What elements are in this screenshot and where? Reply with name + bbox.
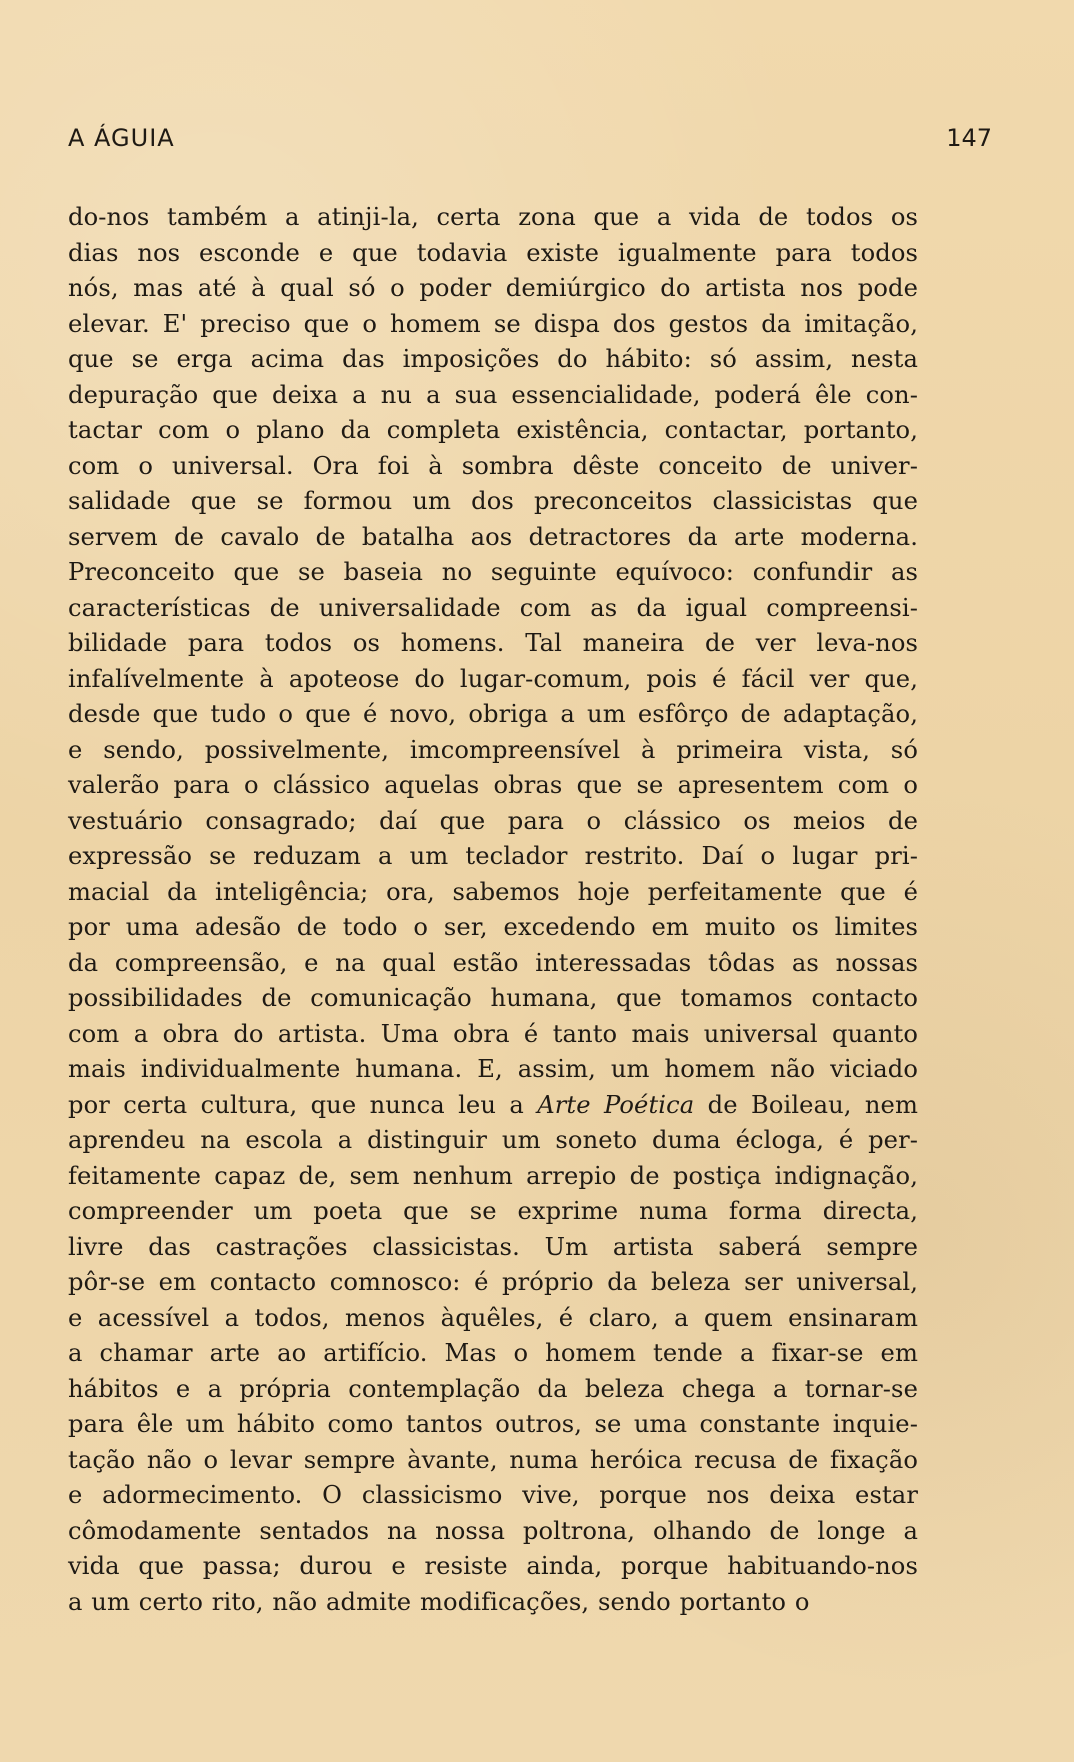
text-line: feitamente capaz de, sem nenhum arrepio de postiça indignação, bbox=[68, 1161, 918, 1190]
journal-title: A ÁGUIA bbox=[68, 124, 175, 152]
text-line: pôr-se em contacto comnosco: é próprio da beleza ser universal, bbox=[68, 1268, 918, 1296]
text-line: da compreensão, e na qual estão interessadas tôdas as nossas bbox=[68, 948, 918, 977]
text-line-with-title bbox=[68, 1088, 918, 1124]
text-line: elevar. E' preciso que o homem se dispa dos gestos da imitação, bbox=[68, 309, 918, 338]
text-line: tação não o levar sempre àvante, numa heróica recusa de fixação bbox=[68, 1445, 918, 1474]
book-title: Arte Poética bbox=[537, 1090, 695, 1119]
text-line: desde que tudo o que é novo, obriga a um esfôrço de adaptação, bbox=[68, 700, 918, 728]
text-fragment: de Boileau, nem bbox=[694, 1090, 919, 1119]
page-number: 147 bbox=[946, 124, 992, 152]
text-line: vestuário consagrado; daí que para o clássico os meios de bbox=[68, 806, 918, 835]
text-line: compreender um poeta que se exprime numa forma directa, bbox=[68, 1197, 918, 1225]
text-line: a um certo rito, não admite modificações, sendo portanto o bbox=[68, 1587, 810, 1616]
text-line: depuração que deixa a nu a sua essencialidade, poderá êle con- bbox=[68, 380, 918, 409]
text-line: e acessível a todos, menos àquêles, é claro, a quem ensinaram bbox=[68, 1303, 918, 1332]
text-line: hábitos e a própria contemplação da beleza chega a tornar-se bbox=[68, 1374, 918, 1403]
text-line: servem de cavalo de batalha aos detractores da arte moderna. bbox=[68, 522, 918, 551]
text-line: dias nos esconde e que todavia existe igualmente para todos bbox=[68, 238, 918, 267]
text-line: livre das castrações classicistas. Um artista saberá sempre bbox=[68, 1232, 918, 1261]
text-line: e adormecimento. O classicismo vive, porque nos deixa estar bbox=[68, 1481, 918, 1509]
text-line: para êle um hábito como tantos outros, se uma constante inquie- bbox=[68, 1410, 918, 1438]
text-line: que se erga acima das imposições do hábito: só assim, nesta bbox=[68, 345, 918, 373]
text-line: aprendeu na escola a distinguir um soneto duma écloga, é per- bbox=[68, 1126, 918, 1154]
text-line: por uma adesão de todo o ser, excedendo em muito os limites bbox=[68, 913, 918, 941]
text-line: a chamar arte ao artifício. Mas o homem tende a fixar-se em bbox=[68, 1339, 918, 1367]
text-line: expressão se reduzam a um teclador restrito. Daí o lugar pri- bbox=[68, 842, 918, 870]
text-line: bilidade para todos os homens. Tal maneira de ver leva-nos bbox=[68, 629, 918, 657]
body-text bbox=[68, 200, 918, 1620]
text-line: características de universalidade com as da igual compreensi- bbox=[68, 593, 918, 622]
text-line: tactar com o plano da completa existência, contactar, portanto, bbox=[68, 416, 918, 444]
text-line: e sendo, possivelmente, imcompreensível à primeira vista, só bbox=[68, 735, 918, 764]
text-line: Preconceito que se baseia no seguinte equívoco: confundir as bbox=[68, 558, 918, 586]
text-line: com o universal. Ora foi à sombra dêste conceito de univer- bbox=[68, 451, 918, 480]
text-line: salidade que se formou um dos preconceitos classicistas que bbox=[68, 487, 918, 515]
text-line: vida que passa; durou e resiste ainda, porque habituando-nos bbox=[68, 1552, 918, 1580]
text-line: do-nos também a atinji-la, certa zona que a vida de todos os bbox=[68, 203, 918, 231]
text-line: possibilidades de comunicação humana, que tomamos contacto bbox=[68, 984, 918, 1012]
text-line: com a obra do artista. Uma obra é tanto mais universal quanto bbox=[68, 1019, 918, 1048]
text-line: infalívelmente à apoteose do lugar-comum, pois é fácil ver que, bbox=[68, 664, 918, 693]
text-line: nós, mas até à qual só o poder demiúrgico do artista nos pode bbox=[68, 274, 918, 302]
text-line: mais individualmente humana. E, assim, um homem não viciado bbox=[68, 1055, 918, 1083]
text-fragment: por certa cultura, que nunca leu a bbox=[68, 1090, 538, 1119]
text-line: macial da inteligência; ora, sabemos hoje perfeitamente que é bbox=[68, 877, 918, 906]
running-head bbox=[68, 124, 992, 158]
text-line: valerão para o clássico aquelas obras que se apresentem com o bbox=[68, 771, 918, 799]
text-line: cômodamente sentados na nossa poltrona, olhando de longe a bbox=[68, 1516, 918, 1545]
